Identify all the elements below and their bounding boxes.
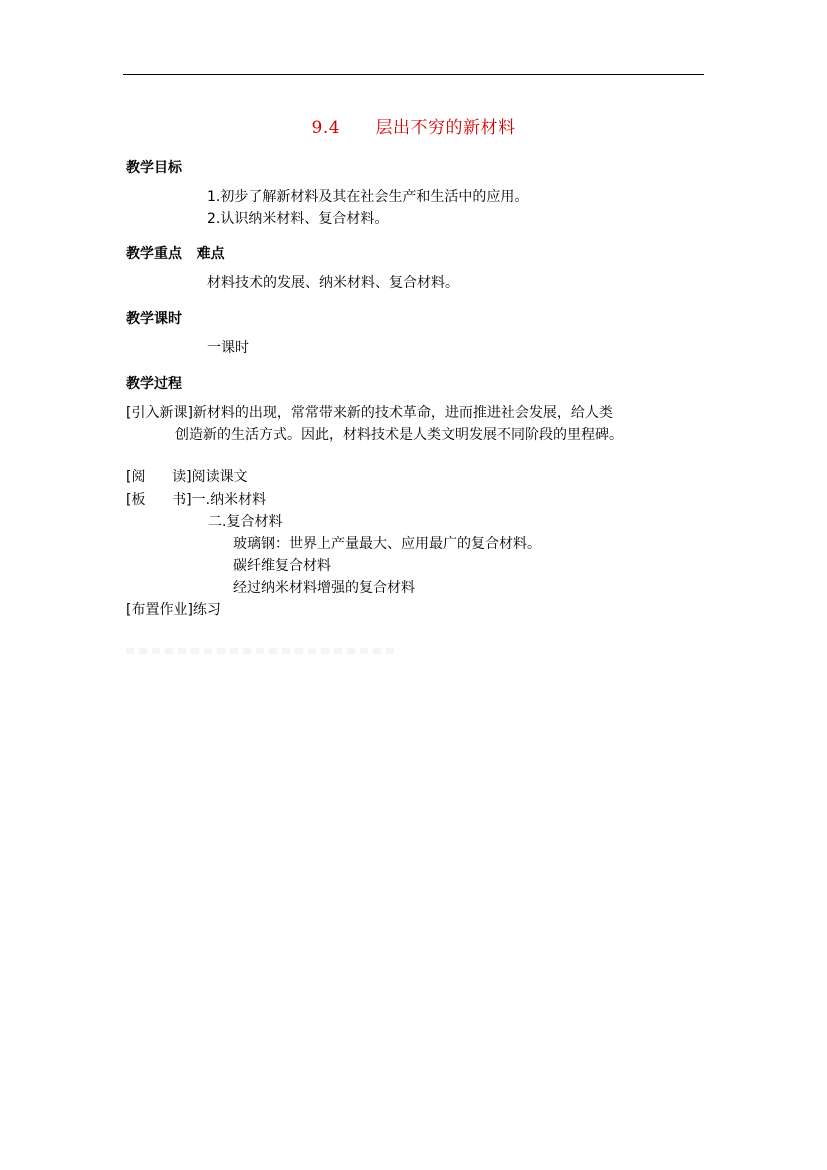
faint-watermark-line [126,648,396,654]
process-heading: 教学过程 [126,376,182,392]
periods-heading: 教学课时 [126,311,182,327]
homework-line: [布置作业]练习 [126,602,221,618]
periods-text: 一课时 [207,340,249,356]
header-rule [123,74,704,75]
reading-line: [阅 读]阅读课文 [126,469,248,485]
board-line-2: 二.复合材料 [208,514,283,530]
board-line-1: [板 书]一.纳米材料 [126,492,267,508]
page-title [0,113,827,138]
objective-item-2: 2.认识纳米材料、复合材料。 [207,211,389,227]
key-points-heading: 教学重点 难点 [126,246,225,262]
objective-item-1: 1.初步了解新材料及其在社会生产和生活中的应用。 [207,189,529,205]
board-line-2b: 碳纤维复合材料 [233,558,331,574]
board-line-2a: 玻璃钢：世界上产量最大、应用最广的复合材料。 [233,536,541,552]
title-number: 9.4 [311,118,341,138]
intro-line-1: [引入新课]新材料的出现，常常带来新的技术革命，进而推进社会发展，给人类 [126,405,613,421]
board-line-2c: 经过纳米材料增强的复合材料 [233,580,415,596]
title-text: 层出不穷的新材料 [375,118,516,138]
intro-line-2: 创造新的生活方式。因此，材料技术是人类文明发展不同阶段的里程碑。 [175,427,623,443]
objectives-heading: 教学目标 [126,160,182,176]
key-points-text: 材料技术的发展、纳米材料、复合材料。 [207,275,459,291]
